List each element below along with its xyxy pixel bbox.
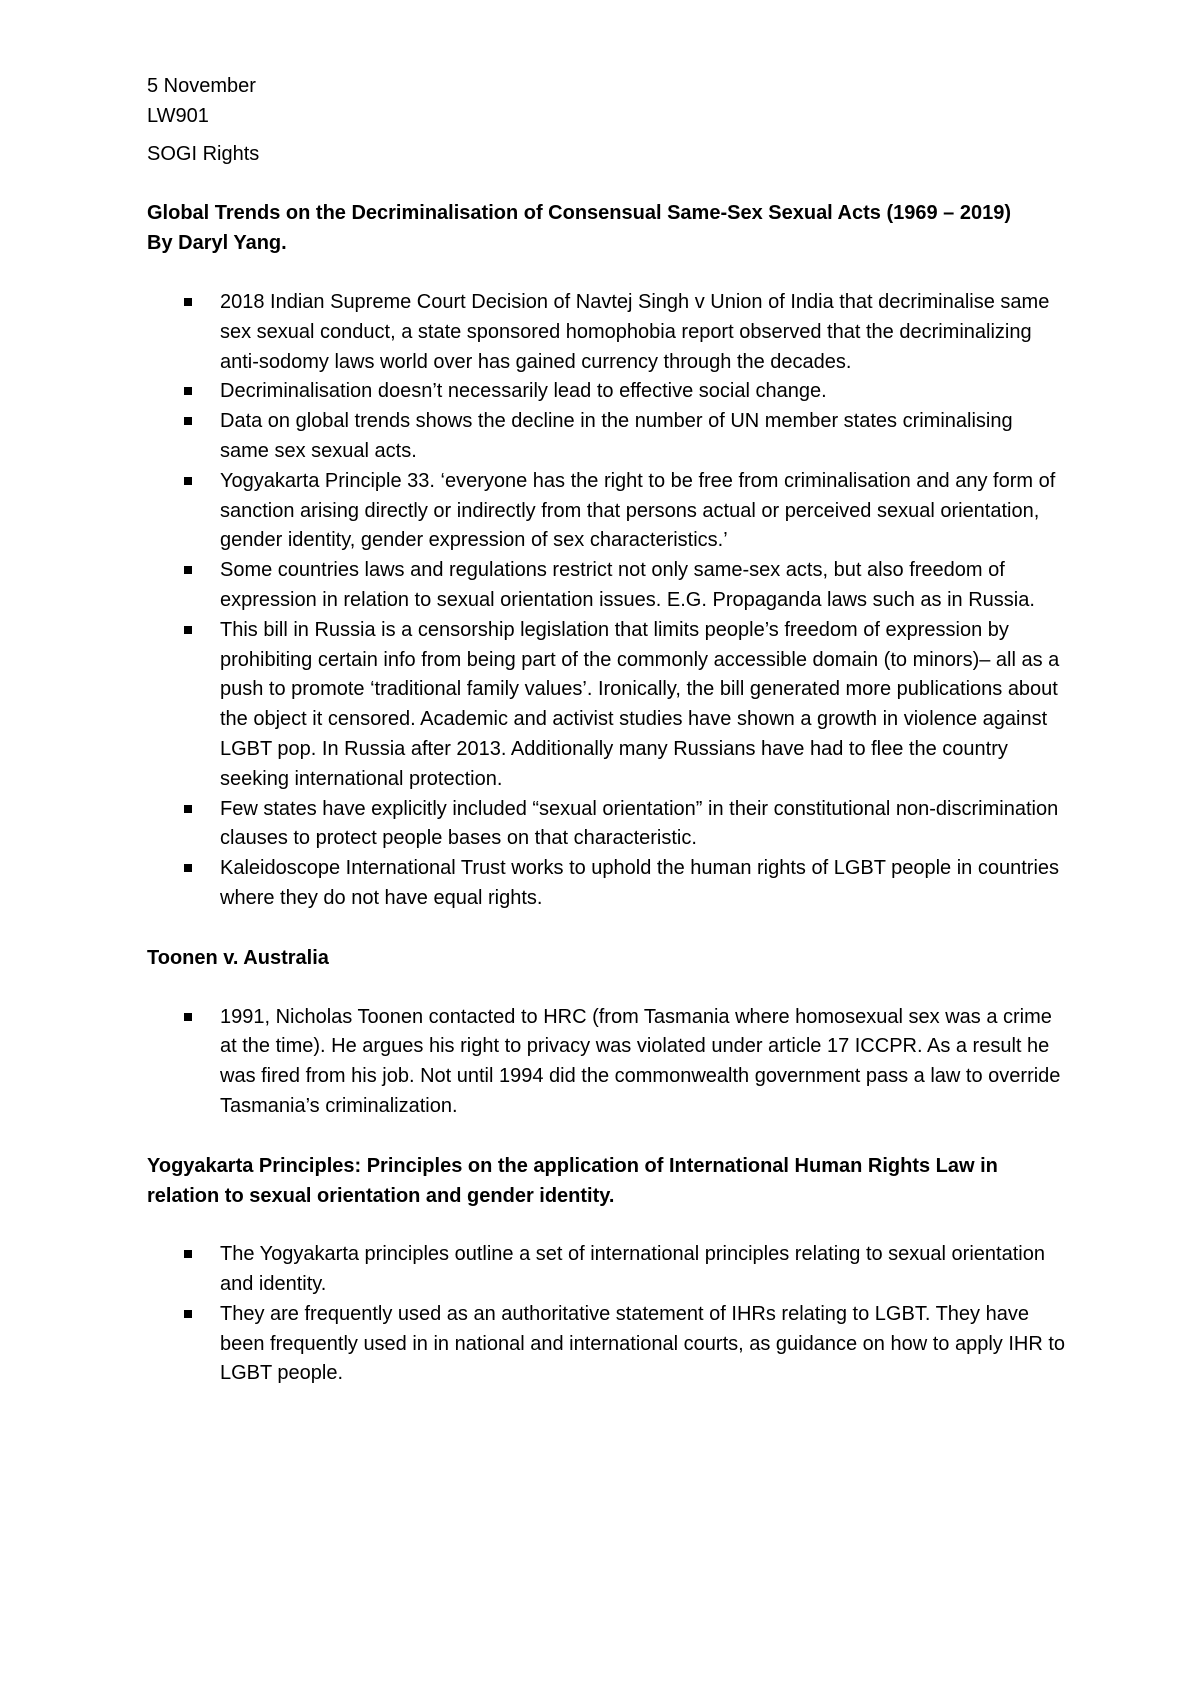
document-page bbox=[147, 72, 1067, 1389]
square-bullet-icon bbox=[184, 477, 192, 485]
bullet-list bbox=[147, 1003, 1067, 1122]
list-item bbox=[147, 467, 1067, 556]
list-item-text: Decriminalisation doesn’t necessarily lead to effective social change. bbox=[220, 380, 827, 403]
list-item bbox=[147, 616, 1067, 795]
square-bullet-icon bbox=[184, 626, 192, 634]
list-item-text: Some countries laws and regulations restrict not only same-sex acts, but also freedom of expression in relation to sexual orientation issues. E.G. Propaganda laws such as in Russia. bbox=[220, 559, 1035, 611]
list-item bbox=[147, 407, 1067, 467]
list-item bbox=[147, 1300, 1067, 1389]
section-heading-author: By Daryl Yang. bbox=[147, 232, 287, 255]
list-item bbox=[147, 1003, 1067, 1122]
list-item-text: This bill in Russia is a censorship legislation that limits people’s freedom of expression by prohibiting certain info from being part of the commonly accessible domain (to minors)– all as a push to promote ‘traditional family values’. Ironically, the bill generated more publications about the object it censored. Academic and activist studies have shown a growth in violence against LGBT pop. In Russia after 2013. Additionally many Russians have had to flee the country seeking international protection. bbox=[220, 618, 1060, 790]
section-heading: Global Trends on the Decriminalisation of Consensual Same-Sex Sexual Acts (1969 – 2019) bbox=[147, 202, 1012, 225]
section-heading: Yogyakarta Principles: Principles on the application of International Human Rights Law in relation to sexual orientation and gender identity. bbox=[147, 1154, 998, 1207]
square-bullet-icon bbox=[184, 1250, 192, 1258]
bullet-list bbox=[147, 288, 1067, 914]
square-bullet-icon bbox=[184, 566, 192, 574]
list-item bbox=[147, 1240, 1067, 1300]
square-bullet-icon bbox=[184, 1310, 192, 1318]
section-global-trends bbox=[147, 199, 1067, 913]
list-item-text: Yogyakarta Principle 33. ‘everyone has the right to be free from criminalisation and any form of sanction arising directly or indirectly from that persons actual or perceived sexual orientation, gender identity, gender expression of sex characteristics.’ bbox=[220, 469, 1056, 552]
list-item bbox=[147, 854, 1067, 914]
square-bullet-icon bbox=[184, 298, 192, 306]
square-bullet-icon bbox=[184, 805, 192, 813]
date-line: 5 November bbox=[147, 75, 256, 97]
square-bullet-icon bbox=[184, 387, 192, 395]
list-item-text: 1991, Nicholas Toonen contacted to HRC (from Tasmania where homosexual sex was a crime at the time). He argues his right to privacy was violated under article 17 ICCPR. As a result he was fired from his job. Not until 1994 did the commonwealth government pass a law to override Tasmania’s criminalization. bbox=[220, 1005, 1061, 1117]
list-item bbox=[147, 556, 1067, 616]
section-yogyakarta bbox=[147, 1152, 1067, 1390]
section-toonen bbox=[147, 944, 1067, 1122]
list-item-text: Kaleidoscope International Trust works to uphold the human rights of LGBT people in countries where they do not have equal rights. bbox=[220, 857, 1060, 909]
list-item bbox=[147, 288, 1067, 377]
square-bullet-icon bbox=[184, 417, 192, 425]
square-bullet-icon bbox=[184, 864, 192, 872]
section-heading: Toonen v. Australia bbox=[147, 946, 329, 969]
list-item-text: The Yogyakarta principles outline a set of international principles relating to sexual orientation and identity. bbox=[220, 1243, 1045, 1296]
topic-title: SOGI Rights bbox=[147, 142, 260, 165]
list-item bbox=[147, 377, 1067, 407]
list-item-text: Data on global trends shows the decline in the number of UN member states criminalising same sex sexual acts. bbox=[220, 410, 1013, 462]
list-item bbox=[147, 795, 1067, 855]
square-bullet-icon bbox=[184, 1013, 192, 1021]
course-code: LW901 bbox=[147, 104, 209, 127]
list-item-text: They are frequently used as an authoritative statement of IHRs relating to LGBT. They have been frequently used in in national and international courts, as guidance on how to apply IHR to LGBT people. bbox=[220, 1302, 1065, 1385]
bullet-list bbox=[147, 1240, 1067, 1389]
list-item-text: 2018 Indian Supreme Court Decision of Navtej Singh v Union of India that decriminalise same sex sexual conduct, a state sponsored homophobia report observed that the decriminalizing anti-sodomy laws world over has gained currency through the decades. bbox=[220, 290, 1050, 373]
list-item-text: Few states have explicitly included “sexual orientation” in their constitutional non-discrimination clauses to protect people bases on that characteristic. bbox=[220, 797, 1059, 850]
